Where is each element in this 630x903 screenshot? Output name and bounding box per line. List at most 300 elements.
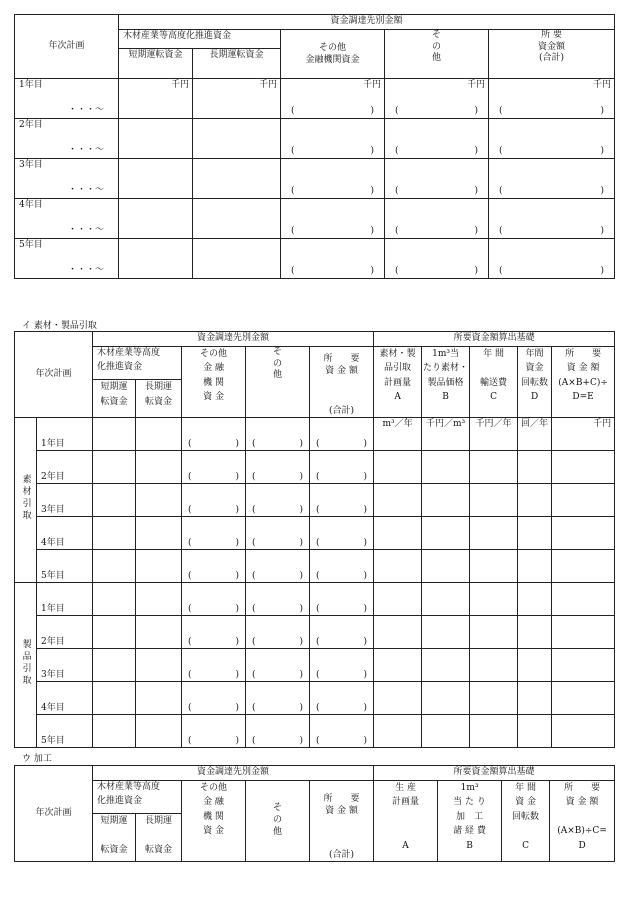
table-row xyxy=(15,159,615,199)
value-cell xyxy=(246,550,310,583)
total-header: 所 要 資金額 (合計) xyxy=(489,30,615,79)
basis-cell xyxy=(422,616,470,649)
paren-pair: ( ) xyxy=(316,471,368,482)
value-cell xyxy=(193,79,281,119)
basis-cell xyxy=(518,649,552,682)
paren-open: ( xyxy=(395,145,399,156)
value-cell xyxy=(182,484,246,517)
value-cell xyxy=(93,451,136,484)
paren-pair: ( ) xyxy=(316,504,368,515)
tilde-label: ・・・〜 xyxy=(67,104,104,115)
paren-pair: ( ) xyxy=(188,438,240,449)
value-cell xyxy=(182,550,246,583)
year-label: 1年目 xyxy=(41,603,65,614)
value-cell xyxy=(281,159,385,199)
total-top-3: 所 要 資 金 額 xyxy=(323,794,360,817)
basis-cell xyxy=(470,550,518,583)
value-cell xyxy=(93,715,136,748)
paren-open: ( xyxy=(499,145,503,156)
value-cell xyxy=(193,199,281,239)
basis-cell xyxy=(374,451,422,484)
tilde-label: ・・・〜 xyxy=(67,144,104,155)
paren-close: ) xyxy=(600,185,605,196)
paren-pair: ( ) xyxy=(188,603,240,614)
year-label: 3年目 xyxy=(41,504,65,515)
group-label: 製品引取 xyxy=(20,638,31,687)
value-cell xyxy=(182,451,246,484)
paren-pair: ( ) xyxy=(316,735,368,746)
paren-pair: ( ) xyxy=(188,504,240,515)
basis-cell xyxy=(470,418,518,451)
basis-cell xyxy=(470,484,518,517)
value-cell xyxy=(310,550,374,583)
year-cell xyxy=(37,715,93,748)
col-c-header-2: 年 間 輸送費 C xyxy=(470,347,518,418)
value-cell xyxy=(246,583,310,616)
value-cell xyxy=(385,239,489,279)
long-header-3: 長期運 転資金 xyxy=(136,814,182,862)
table-row xyxy=(15,79,615,119)
basis-cell xyxy=(552,550,615,583)
value-cell xyxy=(93,418,136,451)
value-cell xyxy=(119,239,193,279)
other-header-2: そ の 他 xyxy=(246,347,310,418)
col-c-header-3: 年 間 資 金 回転数 C xyxy=(502,781,550,862)
table-row xyxy=(15,682,615,715)
paren-open: ( xyxy=(395,265,399,276)
other-fin-header-2: その他 金 融 機 関 資 金 xyxy=(182,347,246,418)
year-cell xyxy=(37,682,93,715)
basis-cell xyxy=(518,418,552,451)
paren-open: ( xyxy=(395,105,399,116)
value-cell xyxy=(310,616,374,649)
unit-label: 回／年 xyxy=(521,419,549,429)
year-plan-header xyxy=(15,15,119,79)
value-cell xyxy=(119,199,193,239)
year-plan-header-2 xyxy=(15,332,93,418)
value-cell xyxy=(119,79,193,119)
value-cell xyxy=(182,682,246,715)
basis-cell xyxy=(422,517,470,550)
col-b-header-2: 1m³当 たり素材・ 製品価格 B xyxy=(422,347,470,418)
year-cell xyxy=(37,550,93,583)
value-cell xyxy=(385,199,489,239)
paren-pair xyxy=(281,265,384,277)
value-cell xyxy=(182,517,246,550)
unit-label: 千円 xyxy=(258,80,277,90)
value-cell xyxy=(193,239,281,279)
value-cell xyxy=(310,418,374,451)
value-cell xyxy=(93,616,136,649)
paren-open: ( xyxy=(395,225,399,236)
table-row xyxy=(15,451,615,484)
paren-close: ) xyxy=(370,225,374,236)
year-plan-label-2: 年次計画 xyxy=(35,369,72,380)
total-header-2 xyxy=(310,347,374,418)
short-header: 短期運転資金 xyxy=(119,49,193,79)
value-cell xyxy=(310,517,374,550)
value-cell xyxy=(489,239,615,279)
basis-cell xyxy=(470,517,518,550)
value-cell xyxy=(136,550,182,583)
table-row xyxy=(15,119,615,159)
paren-pair xyxy=(281,225,384,237)
basis-cell xyxy=(422,715,470,748)
year-cell xyxy=(37,484,93,517)
paren-pair xyxy=(489,225,614,237)
paren-pair xyxy=(385,185,488,197)
paren-pair: ( ) xyxy=(252,735,304,746)
value-cell xyxy=(182,583,246,616)
year-plan-label-3: 年次計画 xyxy=(35,808,72,819)
short-header-2: 短期運 転資金 xyxy=(93,380,136,418)
paren-pair xyxy=(385,105,488,117)
paren-close: ) xyxy=(474,185,478,196)
basis-cell xyxy=(470,616,518,649)
value-cell xyxy=(246,451,310,484)
year-label: 4年目 xyxy=(41,702,65,713)
unit-label: 千円 xyxy=(170,80,189,90)
basis-cell xyxy=(552,451,615,484)
basis-cell xyxy=(470,715,518,748)
col-e-header-2: 所 要 資 金 額 (A×B+C)÷ D=E xyxy=(552,347,615,418)
value-cell xyxy=(281,119,385,159)
table-row xyxy=(15,649,615,682)
paren-open: ( xyxy=(499,185,503,196)
year-cell xyxy=(15,159,119,199)
paren-pair: ( ) xyxy=(188,537,240,548)
basis-header-2: 所要資金額算出基礎 xyxy=(374,332,615,347)
year-label: 3年目 xyxy=(41,669,65,680)
long-header-2: 長期運 転資金 xyxy=(136,380,182,418)
paren-close: ) xyxy=(474,225,478,236)
basis-cell xyxy=(422,649,470,682)
basis-cell xyxy=(422,451,470,484)
paren-pair: ( ) xyxy=(188,669,240,680)
basis-cell xyxy=(470,451,518,484)
value-cell xyxy=(385,119,489,159)
basis-cell xyxy=(552,517,615,550)
year-cell xyxy=(37,583,93,616)
value-cell xyxy=(136,682,182,715)
group-label-cell xyxy=(15,418,37,583)
value-cell xyxy=(182,616,246,649)
other-fin-header-3: その他 金 融 機 関 資 金 xyxy=(182,781,246,862)
basis-cell xyxy=(518,517,552,550)
paren-pair xyxy=(489,265,614,277)
year-cell xyxy=(37,616,93,649)
paren-pair xyxy=(281,105,384,117)
paren-pair: ( ) xyxy=(316,702,368,713)
paren-close: ) xyxy=(474,265,478,276)
year-label: 5年目 xyxy=(41,570,65,581)
value-cell xyxy=(182,418,246,451)
paren-close: ) xyxy=(370,105,374,116)
value-cell xyxy=(136,451,182,484)
value-cell xyxy=(310,583,374,616)
year-cell xyxy=(37,517,93,550)
year-label: 2年目 xyxy=(41,471,65,482)
basis-cell xyxy=(374,418,422,451)
table-row xyxy=(15,239,615,279)
value-cell xyxy=(136,517,182,550)
col-b-header-3: 1m³ 当 た り 加 工 諸 経 費 B xyxy=(438,781,502,862)
section-i-title: イ 素材・製品引取 xyxy=(22,321,97,331)
year-label: 1年目 xyxy=(19,80,43,90)
basis-cell xyxy=(518,616,552,649)
paren-pair: ( ) xyxy=(188,570,240,581)
total-bottom-3: (合計) xyxy=(329,849,355,860)
basis-cell xyxy=(552,649,615,682)
year-plan-header-3 xyxy=(15,766,93,862)
value-cell xyxy=(136,418,182,451)
tilde-label: ・・・〜 xyxy=(67,264,104,275)
total-header-3 xyxy=(310,781,374,862)
col-a-header-2: 素材・製 品引取 計画量 A xyxy=(374,347,422,418)
paren-open: ( xyxy=(499,265,503,276)
total-top-2: 所 要 資 金 額 xyxy=(323,354,360,377)
paren-open: ( xyxy=(291,225,295,236)
value-cell xyxy=(310,484,374,517)
year-cell xyxy=(15,239,119,279)
basis-cell xyxy=(552,715,615,748)
table-1 xyxy=(14,14,615,279)
paren-pair: ( ) xyxy=(316,438,368,449)
value-cell xyxy=(281,199,385,239)
paren-pair xyxy=(281,145,384,157)
paren-close: ) xyxy=(370,185,374,196)
year-label: 2年目 xyxy=(41,636,65,647)
paren-open: ( xyxy=(291,105,295,116)
unit-label: 千円／m³ xyxy=(425,419,466,429)
paren-open: ( xyxy=(395,185,399,196)
value-cell xyxy=(193,119,281,159)
year-label: 3年目 xyxy=(19,160,43,170)
mokuzai-header-2: 木材産業等高度 化推進資金 xyxy=(93,347,182,380)
paren-pair: ( ) xyxy=(252,570,304,581)
basis-cell xyxy=(552,418,615,451)
value-cell xyxy=(489,159,615,199)
value-cell xyxy=(136,484,182,517)
year-label: 4年目 xyxy=(41,537,65,548)
value-cell xyxy=(93,583,136,616)
col-d-header-3: 所 要 資 金 額 (A×B)÷C= D xyxy=(550,781,615,862)
value-cell xyxy=(281,79,385,119)
value-cell xyxy=(93,649,136,682)
basis-cell xyxy=(552,616,615,649)
unit-label: m³／年 xyxy=(382,419,413,429)
year-label: 1年目 xyxy=(41,438,65,449)
basis-cell xyxy=(518,715,552,748)
funding-source-header-3: 資金調達先別金額 xyxy=(93,766,374,781)
unit-label: 千円 xyxy=(466,80,485,90)
col-a-header-3: 生 産 計画量 A xyxy=(374,781,438,862)
paren-pair: ( ) xyxy=(252,702,304,713)
basis-cell xyxy=(374,616,422,649)
basis-cell xyxy=(518,451,552,484)
year-cell xyxy=(37,649,93,682)
paren-open: ( xyxy=(499,225,503,236)
value-cell xyxy=(246,715,310,748)
table-row xyxy=(15,583,615,616)
paren-pair: ( ) xyxy=(188,636,240,647)
unit-label: 千円 xyxy=(362,80,381,90)
value-cell xyxy=(182,715,246,748)
value-cell xyxy=(136,583,182,616)
basis-cell xyxy=(552,484,615,517)
value-cell xyxy=(385,79,489,119)
paren-pair: ( ) xyxy=(252,471,304,482)
basis-cell xyxy=(374,517,422,550)
table-row xyxy=(15,418,615,451)
value-cell xyxy=(93,550,136,583)
mokuzai-header: 木材産業等高度化推進資金 xyxy=(119,30,281,49)
value-cell xyxy=(246,649,310,682)
basis-cell xyxy=(374,583,422,616)
table-2 xyxy=(14,331,615,748)
paren-pair: ( ) xyxy=(316,570,368,581)
mokuzai-header-3: 木材産業等高度 化推進資金 xyxy=(93,781,182,814)
value-cell xyxy=(281,239,385,279)
paren-open: ( xyxy=(291,185,295,196)
paren-pair: ( ) xyxy=(252,636,304,647)
value-cell xyxy=(246,418,310,451)
value-cell xyxy=(310,715,374,748)
value-cell xyxy=(119,159,193,199)
paren-close: ) xyxy=(600,145,605,156)
paren-close: ) xyxy=(600,265,605,276)
year-cell xyxy=(15,199,119,239)
value-cell xyxy=(489,79,615,119)
value-cell xyxy=(93,517,136,550)
paren-pair xyxy=(385,265,488,277)
table-row xyxy=(15,715,615,748)
col-d-header-2: 年間 資金 回転数 D xyxy=(518,347,552,418)
value-cell xyxy=(246,484,310,517)
value-cell xyxy=(136,715,182,748)
paren-pair: ( ) xyxy=(252,537,304,548)
basis-cell xyxy=(422,484,470,517)
table-3 xyxy=(14,765,615,862)
year-label: 5年目 xyxy=(41,735,65,746)
value-cell xyxy=(136,649,182,682)
table-row xyxy=(15,199,615,239)
paren-pair: ( ) xyxy=(188,471,240,482)
value-cell xyxy=(119,119,193,159)
unit-label: 千円／年 xyxy=(475,419,512,429)
table-row xyxy=(15,517,615,550)
basis-cell xyxy=(422,418,470,451)
value-cell xyxy=(489,119,615,159)
value-cell xyxy=(136,616,182,649)
year-plan-label: 年次計画 xyxy=(48,41,85,52)
paren-close: ) xyxy=(474,105,478,116)
basis-cell xyxy=(518,583,552,616)
paren-pair: ( ) xyxy=(316,603,368,614)
paren-open: ( xyxy=(291,145,295,156)
basis-cell xyxy=(422,583,470,616)
group-label: 素材引取 xyxy=(20,473,31,522)
paren-pair: ( ) xyxy=(252,669,304,680)
value-cell xyxy=(310,649,374,682)
basis-cell xyxy=(374,649,422,682)
tilde-label: ・・・〜 xyxy=(67,184,104,195)
table-row xyxy=(15,484,615,517)
basis-cell xyxy=(518,484,552,517)
unit-label: 千円 xyxy=(593,80,612,90)
value-cell xyxy=(489,199,615,239)
basis-header-3: 所要資金額算出基礎 xyxy=(374,766,615,781)
value-cell xyxy=(310,451,374,484)
year-label: 4年目 xyxy=(19,200,43,210)
paren-close: ) xyxy=(600,225,605,236)
year-cell xyxy=(15,79,119,119)
value-cell xyxy=(182,649,246,682)
value-cell xyxy=(385,159,489,199)
paren-pair xyxy=(281,185,384,197)
paren-open: ( xyxy=(291,265,295,276)
basis-cell xyxy=(470,649,518,682)
table-row xyxy=(15,550,615,583)
basis-cell xyxy=(518,550,552,583)
paren-close: ) xyxy=(600,105,605,116)
paren-pair: ( ) xyxy=(252,504,304,515)
value-cell xyxy=(310,682,374,715)
short-header-3: 短期運 転資金 xyxy=(93,814,136,862)
year-cell xyxy=(15,119,119,159)
total-bottom-2: (合計) xyxy=(329,405,355,416)
other-header-3: そ の 他 xyxy=(246,781,310,862)
paren-open: ( xyxy=(499,105,503,116)
section-u-title: ウ 加工 xyxy=(22,754,52,764)
paren-pair: ( ) xyxy=(188,702,240,713)
basis-cell xyxy=(374,682,422,715)
year-cell xyxy=(37,451,93,484)
year-label: 2年目 xyxy=(19,120,43,130)
basis-cell xyxy=(518,682,552,715)
tilde-label: ・・・〜 xyxy=(67,224,104,235)
basis-cell xyxy=(374,484,422,517)
funding-source-header: 資金調達先別金額 xyxy=(119,15,615,30)
paren-pair: ( ) xyxy=(316,537,368,548)
other-fin-header: その他 金融機関資金 xyxy=(281,30,385,79)
paren-pair: ( ) xyxy=(252,603,304,614)
long-header: 長期運転資金 xyxy=(193,49,281,79)
basis-cell xyxy=(422,550,470,583)
paren-pair xyxy=(385,145,488,157)
paren-pair: ( ) xyxy=(188,735,240,746)
value-cell xyxy=(246,517,310,550)
paren-pair: ( ) xyxy=(316,636,368,647)
paren-pair: ( ) xyxy=(316,669,368,680)
paren-close: ) xyxy=(370,145,374,156)
basis-cell xyxy=(374,550,422,583)
basis-cell xyxy=(422,682,470,715)
basis-cell xyxy=(470,583,518,616)
value-cell xyxy=(93,484,136,517)
paren-pair: ( ) xyxy=(252,438,304,449)
paren-pair xyxy=(489,145,614,157)
value-cell xyxy=(93,682,136,715)
table-row xyxy=(15,616,615,649)
paren-close: ) xyxy=(370,265,374,276)
basis-cell xyxy=(470,682,518,715)
year-cell xyxy=(37,418,93,451)
paren-close: ) xyxy=(474,145,478,156)
value-cell xyxy=(246,616,310,649)
value-cell xyxy=(246,682,310,715)
paren-pair xyxy=(489,105,614,117)
